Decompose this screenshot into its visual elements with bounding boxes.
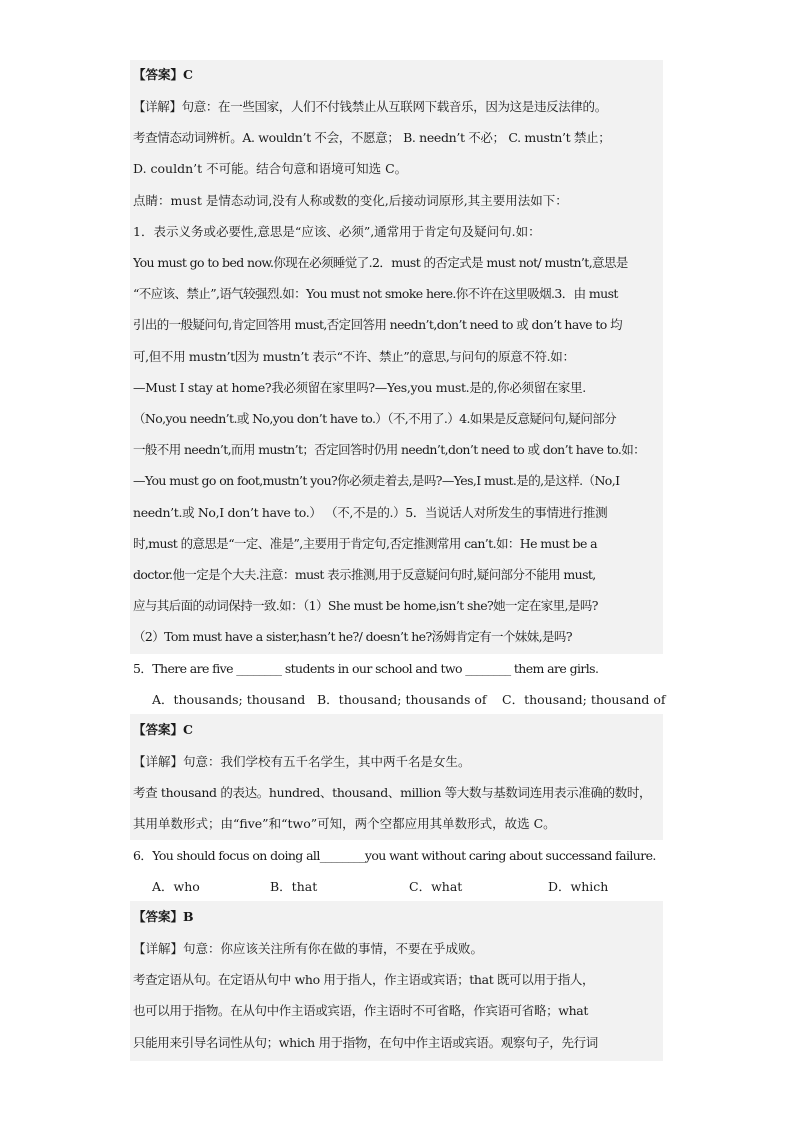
option-c[interactable]: C．thousand; thousand of [502,692,666,707]
explanation-line: You must go to bed now.你现在必须睡觉了.2．must 的否定式是 must not/ mustn’t,意思是 [133,255,628,270]
explanation-line: 点睛：must 是情态动词,没有人称或数的变化,后接动词原形,其主要用法如下： [133,193,568,208]
explanation-line: 引出的一般疑问句,肯定回答用 must,否定回答用 needn’t,don’t need to 或 don’t have to 均 [133,317,622,332]
explanation-line: “不应该、禁止”,语气较强烈.如：You must not smoke here.你不许在这里吸烟.3．由 must [133,286,618,301]
option-c[interactable]: C．what [409,879,463,894]
explanation-line: D. couldn’t 不可能。结合句意和语境可知选 C。 [133,161,408,176]
explanation-line: 时,must 的意思是“一定、准是”,主要用于肯定句,否定推测常用 can’t.如：He must be a [133,536,597,551]
explanation-line: （No,you needn’t.或 No,you don’t have to.）（不,不用了.）4.如果是反意疑问句,疑问部分 [133,411,617,426]
explanation-line: 其用单数形式；由“five”和“two”可知，两个空都应用其单数形式，故选 C。 [133,816,556,831]
explanation-line: 一般不用 needn’t,而用 mustn’t；否定回答时仍用 needn’t,don’t need to 或 don’t have to.如： [133,442,645,457]
explanation-line: doctor.他一定是个大夫.注意：must 表示推测,用于反意疑问句时,疑问部分不能用 must, [133,567,596,582]
explanation-line: —You must go on foot,mustn’t you?你必须走着去,是吗?—Yes,I must.是的,是这样.（No,I [133,473,620,488]
explanation-line: needn’t.或 No,I don’t have to.） （不,不是的.）5．当说话人对所发生的事情进行推测 [133,505,608,520]
option-a[interactable]: A．who [152,879,200,894]
option-b[interactable]: B．thousand; thousands of [317,692,487,707]
option-d[interactable]: D．which [548,879,609,894]
explanation-line: —Must I stay at home?我必须留在家里吗?—Yes,you must.是的,你必须留在家里. [133,380,586,395]
explanation-line: 考查定语从句。在定语从句中 who 用于指人，作主语或宾语；that 既可以用于指人， [133,972,595,987]
explanation-line: （2）Tom must have a sister,hasn’t he?/ doesn’t he?汤姆肯定有一个妹妹,是吗? [133,629,572,644]
explanation-line: 只能用来引导名词性从句；which 用于指物，在句中作主语或宾语。观察句子，先行词 [133,1035,598,1050]
explanation-line: 【详解】句意：你应该关注所有你在做的事情，不要在乎成败。 [133,941,484,956]
explanation-line: 也可以用于指物。在从句中作主语或宾语，作主语时不可省略，作宾语可省略；what [133,1003,589,1018]
explanation-line: 1．表示义务或必要性,意思是“应该、必须”,通常用于肯定句及疑问句.如： [133,224,541,239]
answer-label: 【答案】C [133,67,193,82]
explanation-line: 考查 thousand 的表达。hundred、thousand、million 等大数与基数词连用表示准确的数时， [133,785,652,800]
option-a[interactable]: A．thousands; thousand [152,692,306,707]
answer-label: 【答案】C [133,722,193,737]
explanation-line: 【详解】句意：我们学校有五千名学生，其中两千名是女生。 [133,754,471,769]
answer-label: 【答案】B [133,909,194,924]
question-stem-6: 6．You should focus on doing all________you want without caring about successand failure. [133,848,656,863]
explanation-line: 应与其后面的动词保持一致.如：（1）She must be home,isn’t she?她一定在家里,是吗? [133,598,598,613]
option-b[interactable]: B．that [270,879,318,894]
explanation-line: 【详解】句意：在一些国家，人们不付钱禁止从互联网下载音乐，因为这是违反法律的。 [133,99,607,114]
question-stem-5: 5．There are five ________ students in our school and two ________ them are girls. [133,661,599,676]
explanation-line: 可,但不用 mustn’t因为 mustn’t 表示“不许、禁止”的意思,与问句的原意不符.如： [133,349,575,364]
explanation-line: 考查情态动词辨析。A. wouldn’t 不会，不愿意； B. needn’t 不必； C. mustn’t 禁止； [133,130,611,145]
